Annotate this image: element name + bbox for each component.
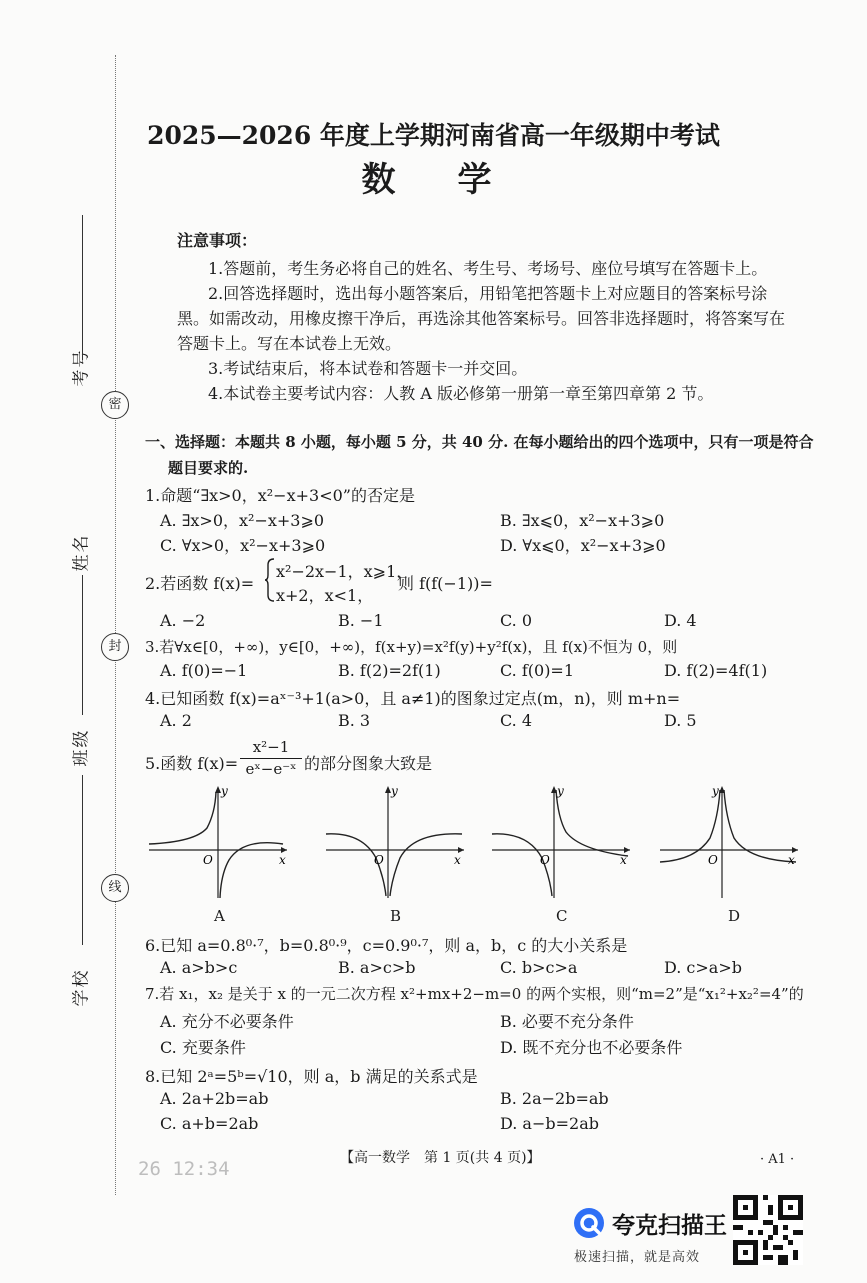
q8-stem: 8.已知 2ᵃ=5ᵇ=√10，则 a，b 满足的关系式是 [145,1067,478,1086]
class-blank [82,775,83,945]
q4-option-a: A. 2 [160,711,192,730]
page-code: · A1 · [760,1152,795,1167]
graph-b-x-label: x [454,853,461,867]
q1-option-c: C. ∀x>0，x²−x+3⩾0 [160,536,326,555]
graph-a-origin: O [203,853,213,867]
name-blank [82,575,83,715]
q7-stem: 7.若 x₁，x₂ 是关于 x 的一元二次方程 x²+mx+2−m=0 的两个实根，则“m=2”是“x₁²+x₂²=4”的 [145,985,804,1003]
q3-option-b: B. f(2)=2f(1) [338,661,441,680]
q5-label-b: B [390,907,402,925]
graph-c-y-label: y [557,784,564,798]
q3-option-c: C. f(0)=1 [500,661,575,680]
q5-stem-pre: 5.函数 f(x)= [145,754,239,773]
q5-fraction-bar [240,758,302,759]
q5-graph-d [656,778,806,903]
notice-item-3: 3.考试结束后，将本试卷和答题卡一并交回。 [208,359,528,378]
graph-a-x-label: x [279,853,286,867]
q8-option-c: C. a+b=2ab [160,1114,259,1133]
q5-denominator: eˣ−e⁻ˣ [245,760,297,778]
q5-label-c: C [556,907,568,925]
graph-d-origin: O [708,853,718,867]
graph-c-x-label: x [620,853,627,867]
q2-option-b: B. −1 [338,611,384,630]
side-label-name: 姓名 [71,533,92,572]
q6-option-d: D. c>a>b [664,958,742,977]
q4-stem: 4.已知函数 f(x)=aˣ⁻³+1(a>0，且 a≠1)的图象过定点(m，n)，则 m+n= [145,689,681,708]
exam-no-blank [82,215,83,360]
scan-timestamp: 26 12:34 [138,1158,230,1180]
brand-slogan: 极速扫描，就是高效 [574,1250,701,1265]
notice-item-4: 4.本试卷主要考试内容：人教 A 版必修第一册第一章至第四章第 2 节。 [208,384,714,403]
q5-graph-a [145,778,295,903]
side-label-exam-no: 考号 [71,348,92,387]
q5-graph-b [322,778,472,903]
binding-dotted-line [115,55,116,1195]
q8-option-d: D. a−b=2ab [500,1114,599,1133]
notice-heading: 注意事项： [177,231,258,250]
graph-b-y-label: y [391,784,398,798]
graph-c-origin: O [540,853,550,867]
graph-d-y-label: y [712,784,719,798]
q1-stem: 1.命题“∃x>0，x²−x+3<0”的否定是 [145,486,415,505]
q4-option-d: D. 5 [664,711,697,730]
q5-stem-post: 的部分图象大致是 [304,754,433,773]
q2-case-2: x+2，x<1， [276,586,374,605]
subject-title: 数 学 [361,160,506,200]
q6-option-c: C. b>c>a [500,958,578,977]
section-heading: 一、选择题：本题共 8 小题，每小题 5 分，共 40 分. 在每小题给出的四个选项中，只有一项是符合 [145,433,814,451]
notice-item-2-end: 答题卡上。写在本试卷上无效。 [177,334,402,353]
seal-circle-mi: 密 [101,391,129,419]
notice-item-2: 2.回答选择题时，选出每小题答案后，用铅笔把答题卡上对应题目的答案标号涂 [208,284,768,303]
q2-case-1: x²−2x−1，x⩾1， [276,562,413,581]
q8-option-a: A. 2a+2b=ab [160,1089,269,1108]
side-label-school: 学校 [71,968,92,1007]
q7-option-c: C. 充要条件 [160,1038,246,1057]
q6-option-b: B. a>c>b [338,958,416,977]
q3-stem: 3.若∀x∈[0，+∞)，y∈[0，+∞)，f(x+y)=x²f(y)+y²f(x)，且 f(x)不恒为 0，则 [145,638,678,656]
exam-title: 2025—2026 年度上学期河南省高一年级期中考试 [147,121,720,150]
q4-option-c: C. 4 [500,711,533,730]
q2-option-c: C. 0 [500,611,533,630]
q5-numerator: x²−1 [252,738,290,756]
seal-circle-xian: 线 [101,874,129,902]
graph-d-x-label: x [788,853,795,867]
graph-b-origin: O [374,853,384,867]
page-info: 【高一数学 第 1 页(共 4 页)】 [340,1150,541,1166]
q2-option-d: D. 4 [664,611,697,630]
q6-stem: 6.已知 a=0.8⁰·⁷，b=0.8⁰·⁹，c=0.9⁰·⁷，则 a，b，c 的大小关系是 [145,936,628,955]
q1-option-d: D. ∀x⩽0，x²−x+3⩾0 [500,536,666,555]
q8-option-b: B. 2a−2b=ab [500,1089,609,1108]
q2-stem-post: 则 f(f(−1))= [398,574,493,593]
notice-item-1: 1.答题前，考生务必将自己的姓名、考生号、考场号、座位号填写在答题卡上。 [208,259,768,278]
q2-option-a: A. −2 [160,611,206,630]
q2-stem-pre: 2.若函数 f(x)= [145,574,255,593]
notice-item-2-cont: 黑。如需改动，用橡皮擦干净后，再选涂其他答案标号。回答非选择题时，将答案写在 [177,309,786,328]
section-heading-cont: 题目要求的. [168,459,249,477]
q3-option-d: D. f(2)=4f(1) [664,661,768,680]
q4-option-b: B. 3 [338,711,371,730]
q5-graph-c [488,778,638,903]
q6-option-a: A. a>b>c [160,958,238,977]
q1-option-b: B. ∃x⩽0，x²−x+3⩾0 [500,511,665,530]
brand-name: 夸克扫描王 [612,1213,727,1239]
q7-option-b: B. 必要不充分条件 [500,1012,634,1031]
q7-option-d: D. 既不充分也不必要条件 [500,1038,683,1057]
quark-logo-icon [572,1206,606,1240]
qr-code-icon [733,1195,803,1265]
q3-option-a: A. f(0)=−1 [160,661,248,680]
graph-a-y-label: y [221,784,228,798]
q2-brace-icon [264,557,276,603]
q1-option-a: A. ∃x>0，x²−x+3⩾0 [160,511,325,530]
side-label-class: 班级 [71,728,92,767]
q7-option-a: A. 充分不必要条件 [160,1012,294,1031]
q5-label-a: A [214,907,225,925]
q5-label-d: D [728,907,741,925]
seal-circle-feng: 封 [101,633,129,661]
